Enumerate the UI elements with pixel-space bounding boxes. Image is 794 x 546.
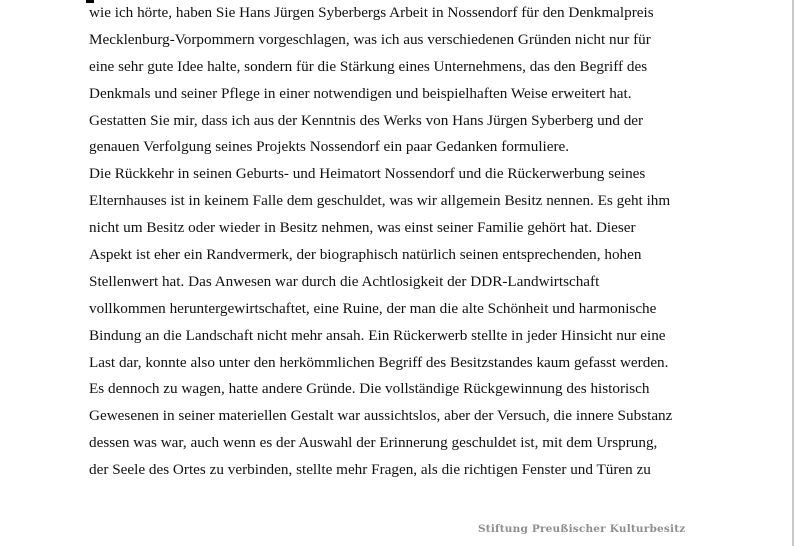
text-line: Aspekt ist eher ein Randvermerk, der biographisch natürlich seinen entsprechenden, hohen xyxy=(89,246,642,264)
text-line: Stellenwert hat. Das Anwesen war durch die Achtlosigkeit der DDR-Landwirtschaft xyxy=(89,272,600,290)
text-line: genauen Verfolgung seines Projekts Nossendorf ein paar Gedanken formuliere. xyxy=(89,138,570,156)
text-line: wie ich hörte, haben Sie Hans Jürgen Syberbergs Arbeit in Nossendorf für den Denkmalpreis xyxy=(89,4,654,21)
text-line: Last dar, konnte also unter den herkömmlichen Begriff des Besitzstandes kaum gefasst werden. xyxy=(89,353,669,371)
text-line: Es dennoch zu wagen, hatte andere Gründe. Die vollständige Rückgewinnung des historisch xyxy=(89,380,650,398)
text-line: Bindung an die Landschaft nicht mehr ansah. Ein Rückerwerb stellte in jeder Hinsicht nur eine xyxy=(89,326,666,344)
text-line: eine sehr gute Idee halte, sondern für die Stärkung eines Unternehmens, das den Begriff des xyxy=(89,57,648,75)
footer-credit: Stiftung Preußischer Kulturbesitz xyxy=(478,523,686,535)
text-line: nicht um Besitz oder wieder in Besitz nehmen, was einst seiner Familie gehört hat. Dieser xyxy=(89,219,636,237)
text-line: Elternhauses ist in keinem Falle dem geschuldet, was wir allgemein Besitz nennen. Es geht ihm xyxy=(89,192,671,210)
text-line: Denkmals und seiner Pflege in einer notwendigen und beispielhaften Weise erweitert hat. xyxy=(89,84,632,102)
text-line: Gestatten Sie mir, dass ich aus der Kenntnis des Werks von Hans Jürgen Syberberg und der xyxy=(89,111,644,129)
letter-body-text xyxy=(89,0,729,484)
text-line: vollkommen heruntergewirtschaftet, eine Ruine, der man die alte Schönheit und harmonische xyxy=(89,299,657,317)
text-line: Mecklenburg-Vorpommern vorgeschlagen, was ich aus verschiedenen Gründen nicht nur für xyxy=(89,30,651,48)
text-line: Die Rückkehr in seinen Geburts- und Heimatort Nossendorf und die Rückerwerbung seines xyxy=(89,165,646,183)
text-line: dessen was war, auch wenn es der Auswahl der Erinnerung geschuldet ist, mit dem Ursprung, xyxy=(89,434,658,452)
text-line: Gewesenen in seiner materiellen Gestalt war aussichtslos, aber der Versuch, die innere Substanz xyxy=(89,407,673,425)
text-line: der Seele des Ortes zu verbinden, stellte mehr Fragen, als die richtigen Fenster und Türen zu xyxy=(89,461,651,479)
